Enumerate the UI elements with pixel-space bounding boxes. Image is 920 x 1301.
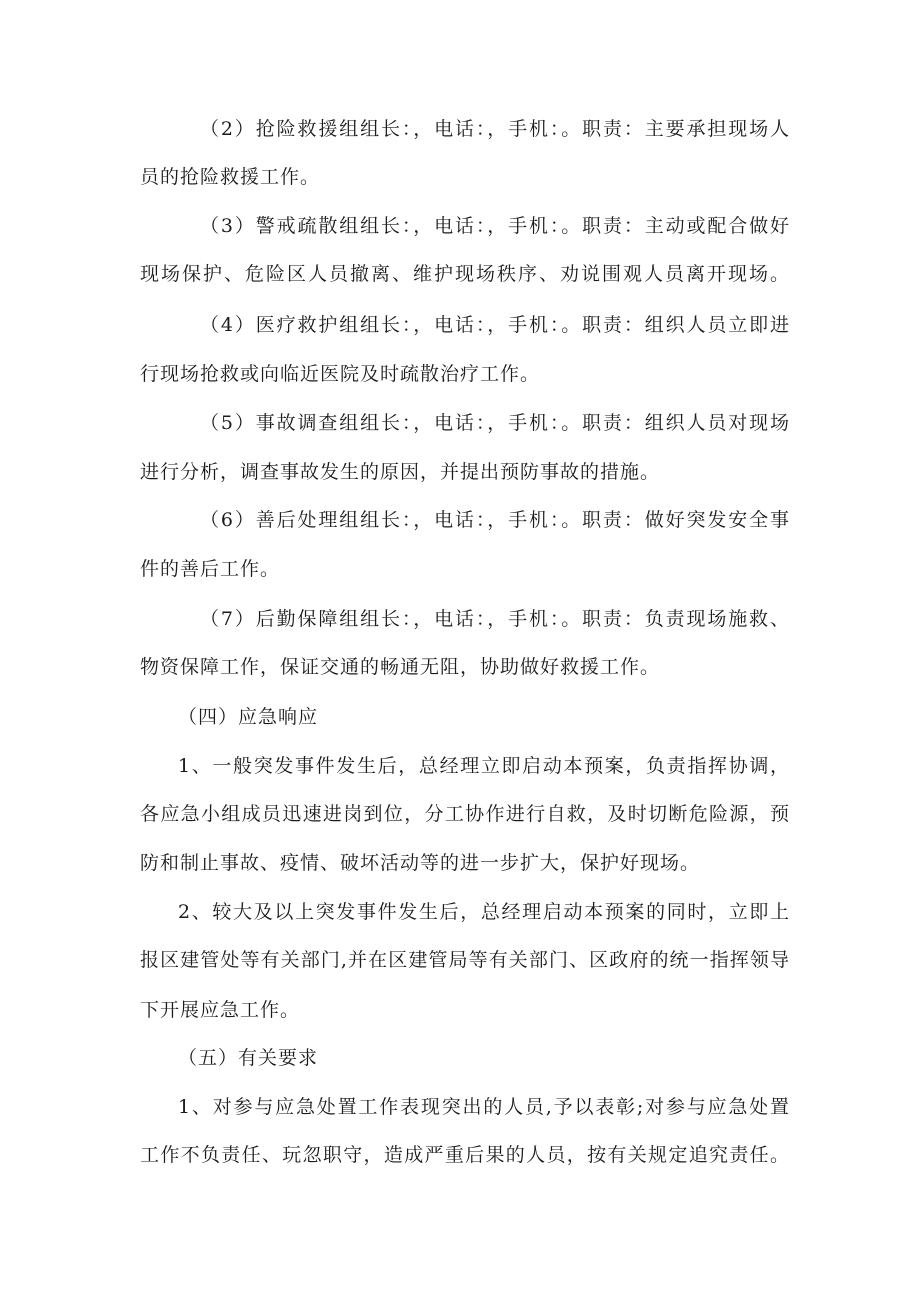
paragraph-line: 防和制止事故、疫情、破坏活动等的进一步扩大，保护好现场。 [140,852,701,874]
paragraph-line: （6）善后处理组组长：，电话：，手机：。职责：做好突发安全事 [200,509,790,531]
paragraph-line: （2）抢险救援组组长：，电话：，手机：。职责：主要承担现场人 [200,118,790,140]
paragraph-line: 1、对参与应急处置工作表现突出的人员,予以表彰;对参与应急处置 [178,1096,790,1118]
paragraph-line: 工作不负责任、玩忽职守，造成严重后果的人员，按有关规定追究责任。 [140,1144,790,1166]
paragraph-line: 物资保障工作，保证交通的畅通无阻，协助做好救援工作。 [140,656,661,678]
paragraph-line: 报区建管处等有关部门,并在区建管局等有关部门、区政府的统一指挥领导 [140,949,790,971]
paragraph-line: （7）后勤保障组组长：，电话：，手机：。职责：负责现场施救、 [200,608,790,630]
paragraph-line: 各应急小组成员迅速进岗到位，分工协作进行自救，及时切断危险源，预 [140,803,790,825]
paragraph-line: （5）事故调查组组长：，电话：，手机：。职责：组织人员对现场 [200,412,790,434]
paragraph-line: （4）医疗救护组组长：，电话：，手机：。职责：组织人员立即进 [200,314,790,336]
paragraph-line: 下开展应急工作。 [140,999,301,1021]
paragraph-line: 1、一般突发事件发生后，总经理立即启动本预案，负责指挥协调， [178,755,790,777]
paragraph-line: 员的抢险救援工作。 [140,166,321,188]
paragraph-line: 行现场抢救或向临近医院及时疏散治疗工作。 [140,363,541,385]
paragraph-line: 件的善后工作。 [140,558,281,580]
paragraph-line: （3）警戒疏散组组长：，电话：，手机：。职责：主动或配合做好 [200,215,790,237]
paragraph-line: 进行分析，调查事故发生的原因，并提出预防事故的措施。 [140,461,661,483]
paragraph-line: 现场保护、危险区人员撤离、维护现场秩序、劝说围观人员离开现场。 [140,263,790,285]
section-heading: （五）有关要求 [178,1047,319,1069]
paragraph-line: 2、较大及以上突发事件发生后，总经理启动本预案的同时，立即上 [178,901,790,923]
section-heading: （四）应急响应 [178,706,319,728]
